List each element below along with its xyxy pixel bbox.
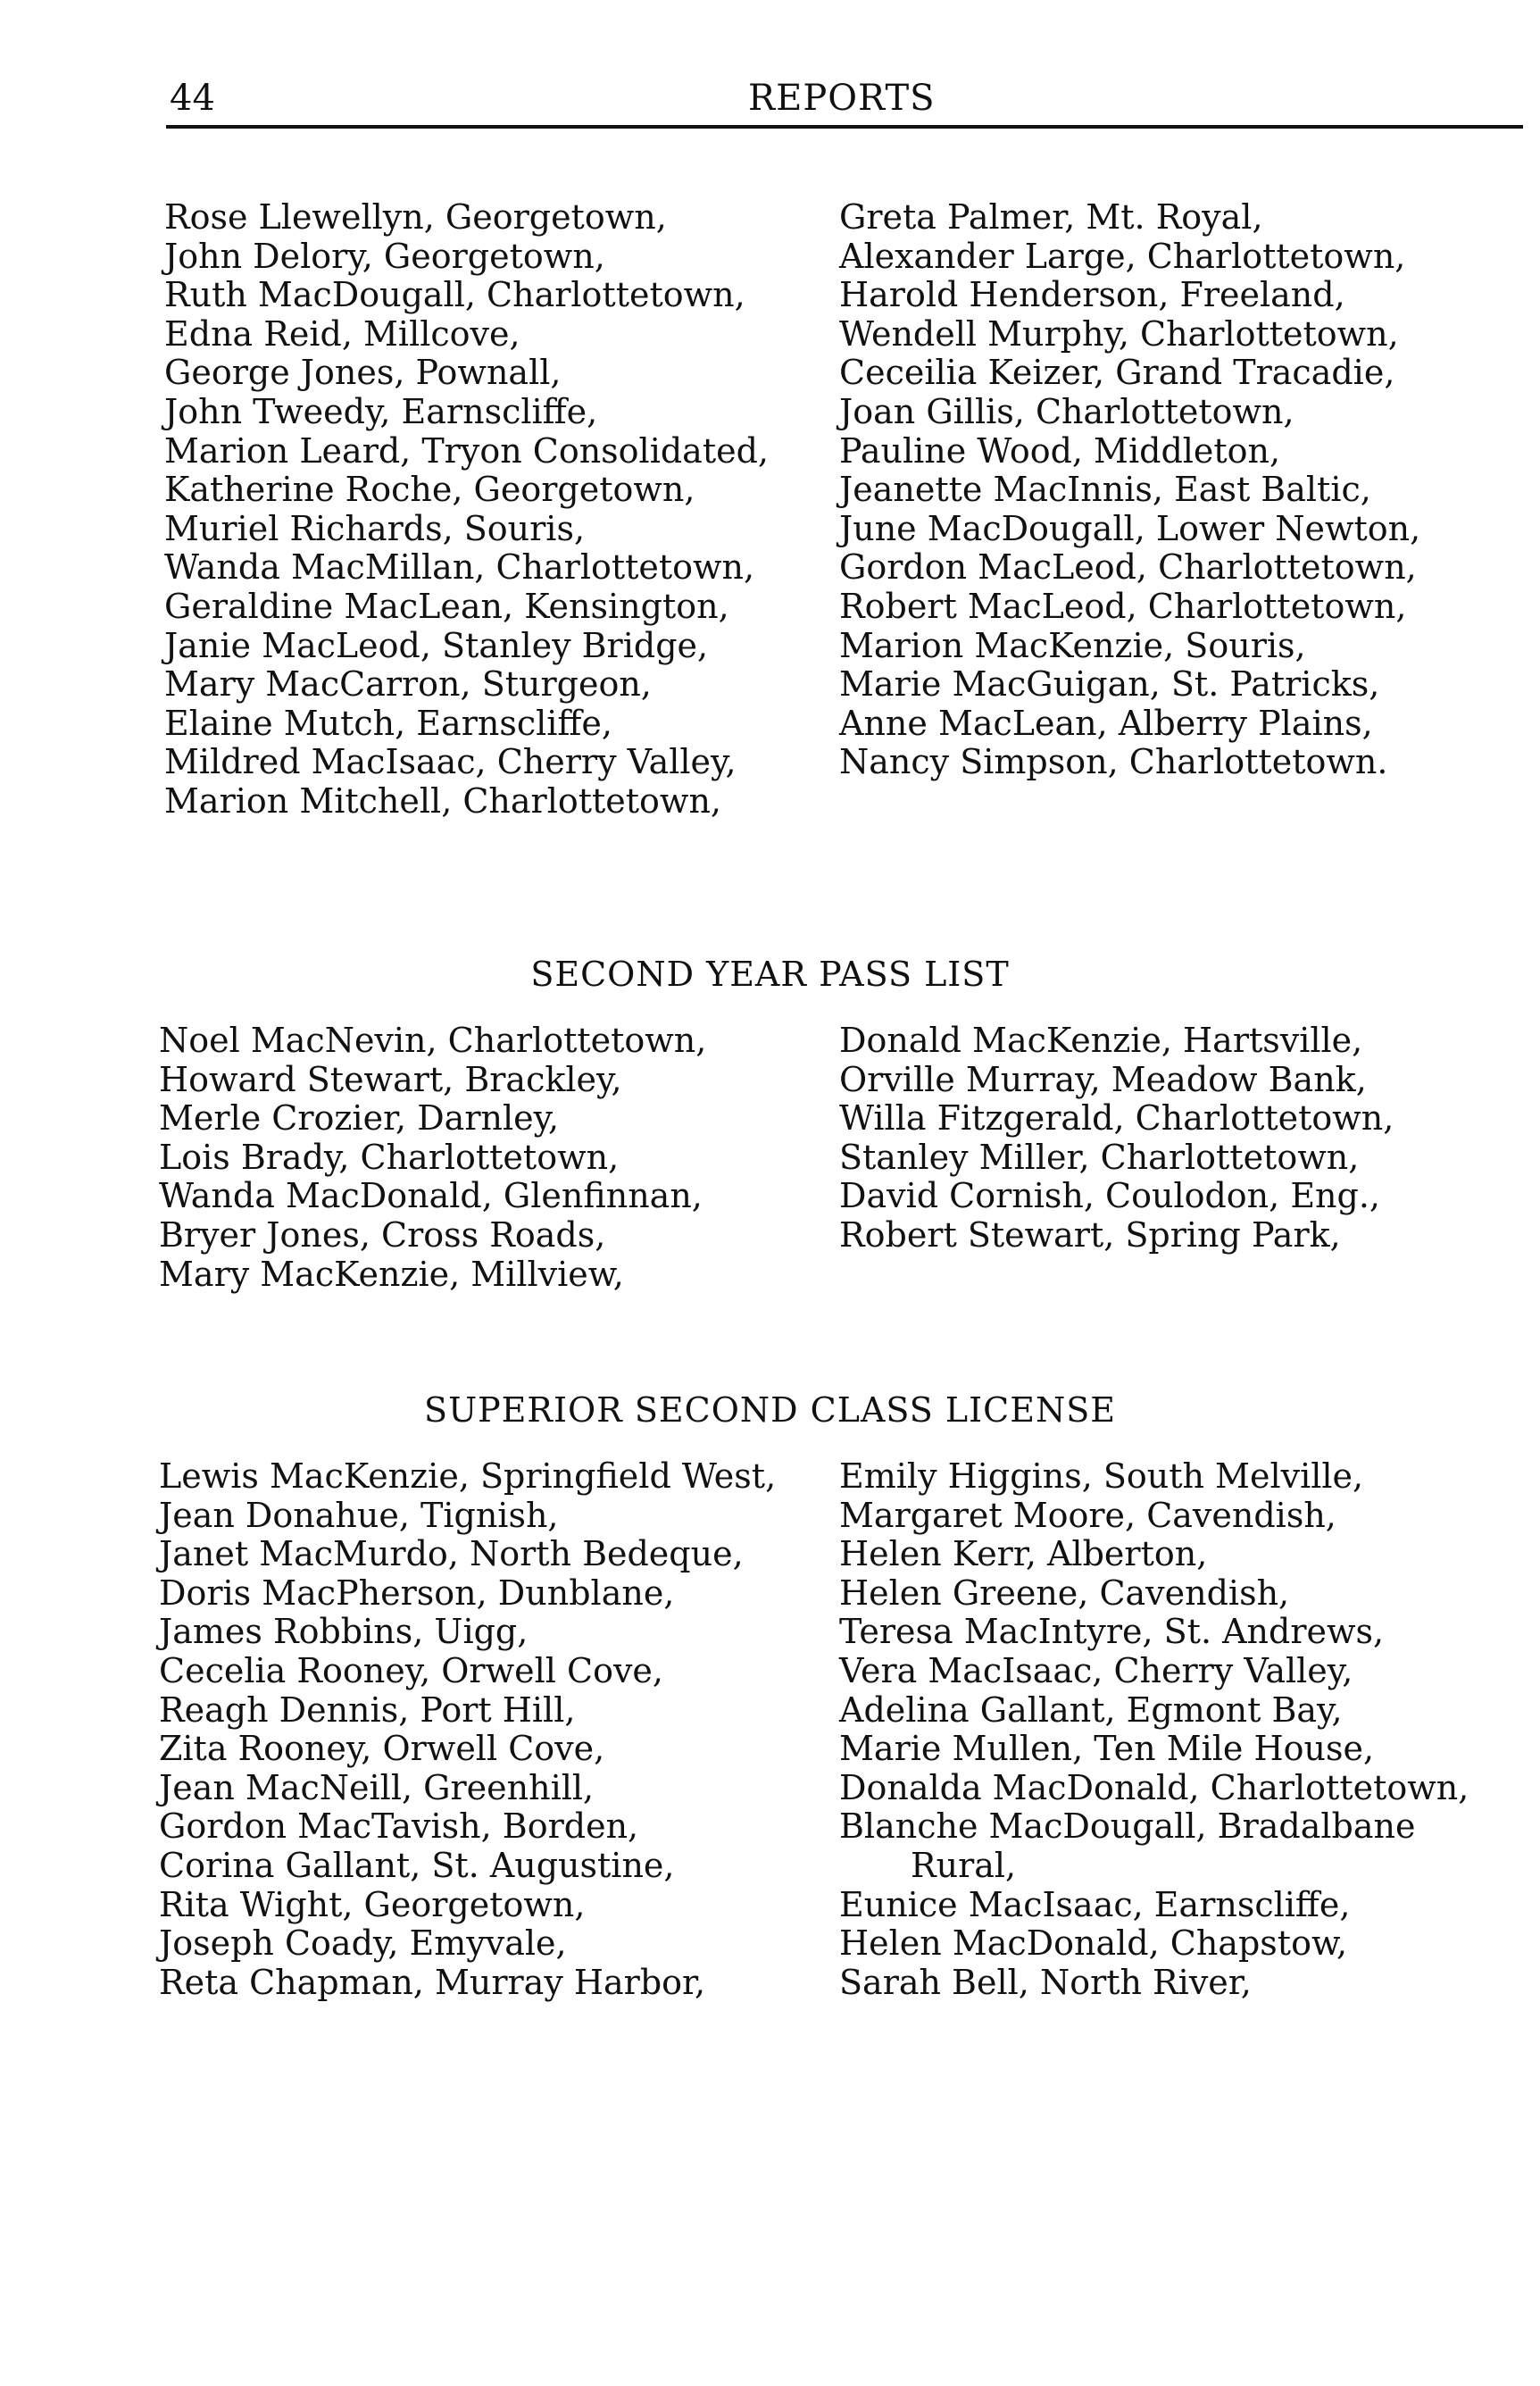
list-item: George Jones, Pownall, — [164, 353, 562, 393]
list-item: Robert Stewart, Spring Park, — [839, 1214, 1341, 1255]
list-item: Janie MacLeod, Stanley Bridge, — [164, 625, 709, 665]
list-item: Lois Brady, Charlottetown, — [159, 1137, 620, 1177]
list-item: Marion MacKenzie, Souris, — [839, 625, 1306, 665]
list-item: Rose Llewellyn, Georgetown, — [164, 197, 667, 237]
list-item: Gordon MacTavish, Borden, — [159, 1806, 639, 1847]
list-item: Robert MacLeod, Charlottetown, — [839, 586, 1407, 626]
names-column-right — [839, 198, 1420, 782]
list-item: Wanda MacDonald, Glenfinnan, — [159, 1176, 703, 1216]
list-item: Muriel Richards, Souris, — [164, 508, 586, 548]
list-item: Emily Higgins, South Melville, — [839, 1456, 1364, 1496]
list-item: Katherine Roche, Georgetown, — [164, 470, 695, 510]
list-item: Mary MacCarron, Sturgeon, — [164, 664, 652, 705]
names-column-right — [839, 1457, 1469, 2002]
list-item: Donald MacKenzie, Hartsville, — [839, 1021, 1363, 1060]
list-item: June MacDougall, Lower Newton, — [839, 508, 1421, 548]
list-item: Helen Greene, Cavendish, — [839, 1573, 1290, 1613]
list-item: Ceceilia Keizer, Grand Tracadie, — [839, 353, 1395, 393]
list-item: Eunice MacIsaac, Earnscliffe, — [839, 1884, 1351, 1924]
list-item: Joan Gillis, Charlottetown, — [839, 391, 1294, 431]
names-column-left — [159, 1457, 776, 2002]
list-item: John Delory, Georgetown, — [164, 236, 605, 276]
list-item: Harold Henderson, Freeland, — [839, 275, 1345, 315]
list-item: Elaine Mutch, Earnscliffe, — [164, 703, 612, 743]
list-item: Sarah Bell, North River, — [839, 1962, 1252, 2002]
list-item: Orville Murray, Meadow Bank, — [839, 1059, 1367, 1099]
list-item: Margaret Moore, Cavendish, — [839, 1495, 1336, 1535]
list-item: Teresa MacIntyre, St. Andrews, — [839, 1612, 1385, 1652]
list-item: Marion Leard, Tryon Consolidated, — [164, 430, 770, 471]
list-item: Noel MacNevin, Charlottetown, — [159, 1021, 707, 1060]
list-item: Edna Reid, Millcove, — [164, 313, 520, 354]
section-heading: SUPERIOR SECOND CLASS LICENSE — [424, 1390, 1116, 1430]
list-item: Geraldine MacLean, Kensington, — [164, 586, 729, 626]
list-item: Alexander Large, Charlottetown, — [839, 236, 1406, 276]
list-item: Gordon MacLeod, Charlottetown, — [839, 547, 1417, 588]
list-item-continuation: Rural, — [911, 1845, 1017, 1885]
page-number: 44 — [170, 78, 215, 119]
list-item: Marie MacGuigan, St. Patricks, — [839, 664, 1380, 705]
list-item: Marion Mitchell, Charlottetown, — [164, 780, 722, 821]
list-item: Doris MacPherson, Dunblane, — [159, 1573, 675, 1613]
names-column-left — [164, 198, 769, 822]
list-item: Corina Gallant, St. Augustine, — [159, 1845, 675, 1885]
list-item: Jean Donahue, Tignish, — [159, 1495, 559, 1535]
list-item: Vera MacIsaac, Cherry Valley, — [839, 1650, 1353, 1690]
list-item: Wanda MacMillan, Charlottetown, — [164, 547, 755, 588]
list-item: David Cornish, Coulodon, Eng., — [839, 1176, 1381, 1216]
list-item: Adelina Gallant, Egmont Bay, — [839, 1689, 1343, 1730]
list-item: Zita Rooney, Orwell Cove, — [159, 1729, 605, 1769]
list-item: James Robbins, Uigg, — [159, 1612, 529, 1652]
list-item: Wendell Murphy, Charlottetown, — [839, 313, 1399, 354]
list-item: Reagh Dennis, Port Hill, — [159, 1689, 576, 1730]
list-item: Pauline Wood, Middleton, — [839, 430, 1281, 471]
list-item: Willa Fitzgerald, Charlottetown, — [839, 1098, 1394, 1139]
running-head: REPORTS — [748, 78, 936, 119]
list-item: John Tweedy, Earnscliffe, — [164, 391, 598, 431]
list-item: Blanche MacDougall, Bradalbane — [839, 1806, 1416, 1847]
list-item: Janet MacMurdo, North Bedeque, — [159, 1534, 744, 1574]
list-item: Helen Kerr, Alberton, — [839, 1534, 1208, 1574]
list-item: Bryer Jones, Cross Roads, — [159, 1214, 606, 1255]
header-rule — [166, 125, 1523, 129]
names-column-left — [159, 1022, 706, 1294]
list-item: Jean MacNeill, Greenhill, — [159, 1767, 595, 1807]
list-item: Greta Palmer, Mt. Royal, — [839, 197, 1263, 237]
list-item: Marie Mullen, Ten Mile House, — [839, 1729, 1375, 1769]
list-item: Anne MacLean, Alberry Plains, — [839, 703, 1373, 743]
section-heading: SECOND YEAR PASS LIST — [530, 955, 1010, 994]
list-item: Mary MacKenzie, Millview, — [159, 1254, 624, 1294]
list-item: Donalda MacDonald, Charlottetown, — [839, 1767, 1469, 1807]
list-item: Joseph Coady, Emyvale, — [159, 1923, 567, 1964]
list-item: Merle Crozier, Darnley, — [159, 1098, 560, 1139]
list-item: Mildred MacIsaac, Cherry Valley, — [164, 742, 737, 782]
list-item: Ruth MacDougall, Charlottetown, — [164, 275, 745, 315]
list-item: Howard Stewart, Brackley, — [159, 1059, 622, 1099]
list-item: Rita Wight, Georgetown, — [159, 1884, 586, 1924]
list-item: Reta Chapman, Murray Harbor, — [159, 1962, 706, 2002]
list-item: Helen MacDonald, Chapstow, — [839, 1923, 1348, 1964]
list-item: Jeanette MacInnis, East Baltic, — [839, 470, 1371, 510]
names-column-right — [839, 1022, 1394, 1256]
list-item: Stanley Miller, Charlottetown, — [839, 1137, 1360, 1177]
list-item: Nancy Simpson, Charlottetown. — [839, 742, 1388, 782]
list-item: Lewis MacKenzie, Springfield West, — [159, 1456, 777, 1496]
list-item: Cecelia Rooney, Orwell Cove, — [159, 1650, 663, 1690]
